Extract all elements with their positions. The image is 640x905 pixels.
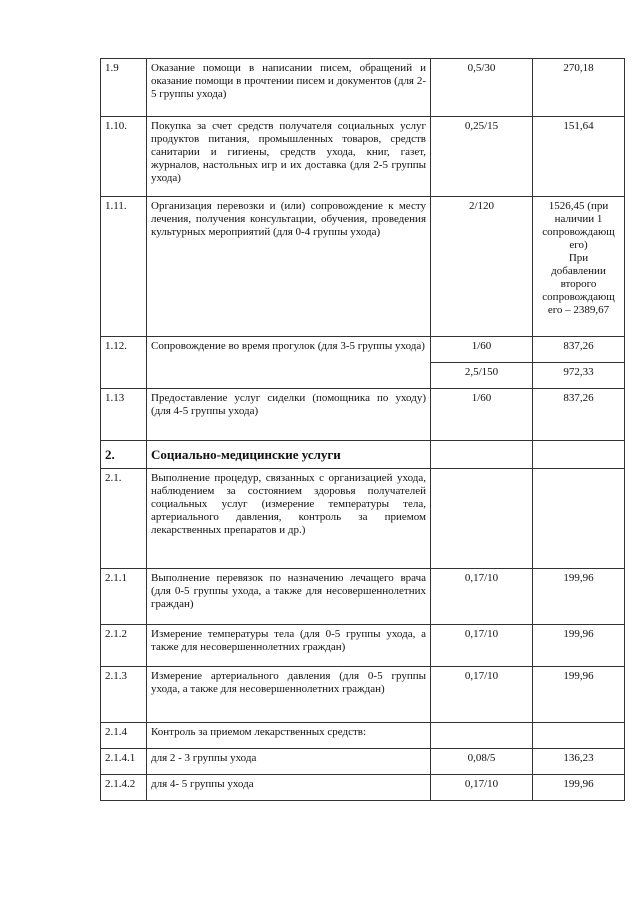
section-header-row [101,441,625,469]
table-row [101,723,625,749]
empty-cell [533,723,625,749]
price-value: 151,64 [533,117,625,197]
services-table [100,58,625,801]
price-value: 136,23 [533,749,625,775]
service-description: Предоставление услуг сиделки (помощника по уходу) (для 4-5 группы ухода) [147,389,431,441]
row-number: 1.11. [101,197,147,337]
service-description: Выполнение процедур, связанных с организацией ухода, наблюдением за состоянием здоровья получателей социальных услуг (измерение температуры тела, артериального давления, контроль за приемом лекарственных препаратов и др.) [147,469,431,569]
service-description: Оказание помощи в написании писем, обращений и оказание помощи в прочтении писем и документов (для 2-5 группы ухода) [147,59,431,117]
price-value: 199,96 [533,625,625,667]
section-number: 2. [101,441,147,469]
time-norm: 2,5/150 [431,363,533,389]
price-line: его) [569,239,588,251]
empty-cell [431,441,533,469]
price-line: наличии 1 [554,213,603,225]
time-norm: 0,5/30 [431,59,533,117]
price-value: 270,18 [533,59,625,117]
service-description: для 4- 5 группы ухода [147,775,431,801]
time-norm: 0,08/5 [431,749,533,775]
service-description: Сопровождение во время прогулок (для 3-5 группы ухода) [147,337,431,389]
table-row [101,775,625,801]
service-description: Измерение артериального давления (для 0-5 группы ухода, а также для несовершеннолетних граждан) [147,667,431,723]
time-norm: 0,17/10 [431,667,533,723]
time-norm: 0,17/10 [431,625,533,667]
table-row [101,625,625,667]
price-line: сопровождающ [542,291,615,303]
price-value: 199,96 [533,667,625,723]
table-row [101,117,625,197]
row-number: 1.10. [101,117,147,197]
table-row [101,667,625,723]
price-value: 837,26 [533,389,625,441]
table-row [101,337,625,363]
table-row [101,59,625,117]
time-norm: 0,17/10 [431,569,533,625]
row-number: 1.9 [101,59,147,117]
row-number: 2.1.3 [101,667,147,723]
price-value: 199,96 [533,569,625,625]
row-number: 2.1. [101,469,147,569]
time-norm: 0,17/10 [431,775,533,801]
price-value: 972,33 [533,363,625,389]
table-row [101,749,625,775]
time-norm: 0,25/15 [431,117,533,197]
empty-cell [533,469,625,569]
service-description: Организация перевозки и (или) сопровождение к месту лечения, получения консультации, обучения, проведения культурных мероприятий (для 0-4 группы ухода) [147,197,431,337]
row-number: 2.1.4 [101,723,147,749]
price-line: При [568,252,589,264]
row-number: 2.1.2 [101,625,147,667]
price-value: 837,26 [533,337,625,363]
service-description: Измерение температуры тела (для 0-5 группы ухода, а также для несовершеннолетних граждан) [147,625,431,667]
service-description: Контроль за приемом лекарственных средств: [147,723,431,749]
price-line: сопровождающ [542,226,615,238]
time-norm: 1/60 [431,389,533,441]
price-line: 1526,45 (при [548,200,609,212]
time-norm: 2/120 [431,197,533,337]
time-norm: 1/60 [431,337,533,363]
service-description: Покупка за счет средств получателя социальных услуг продуктов питания, промышленных товаров, средств санитарии и гигиены, средств ухода, книг, газет, журналов, настольных игр и их доставка (для 2-5 группы ухода) [147,117,431,197]
table-row [101,569,625,625]
row-number: 2.1.4.2 [101,775,147,801]
row-number: 2.1.1 [101,569,147,625]
service-description: Выполнение перевязок по назначению лечащего врача (для 0-5 группы ухода, а также для несовершеннолетних граждан) [147,569,431,625]
table-row [101,469,625,569]
row-number: 1.13 [101,389,147,441]
section-title: Социально-медицинские услуги [147,441,431,469]
price-line: добавлении [551,265,606,277]
price-line: его – 2389,67 [547,304,610,316]
table-row [101,197,625,337]
empty-cell [431,723,533,749]
row-number: 2.1.4.1 [101,749,147,775]
price-line: второго [560,278,597,290]
table-row [101,389,625,441]
empty-cell [533,441,625,469]
price-value [533,197,625,337]
empty-cell [431,469,533,569]
service-description: для 2 - 3 группы ухода [147,749,431,775]
row-number: 1.12. [101,337,147,389]
price-value: 199,96 [533,775,625,801]
